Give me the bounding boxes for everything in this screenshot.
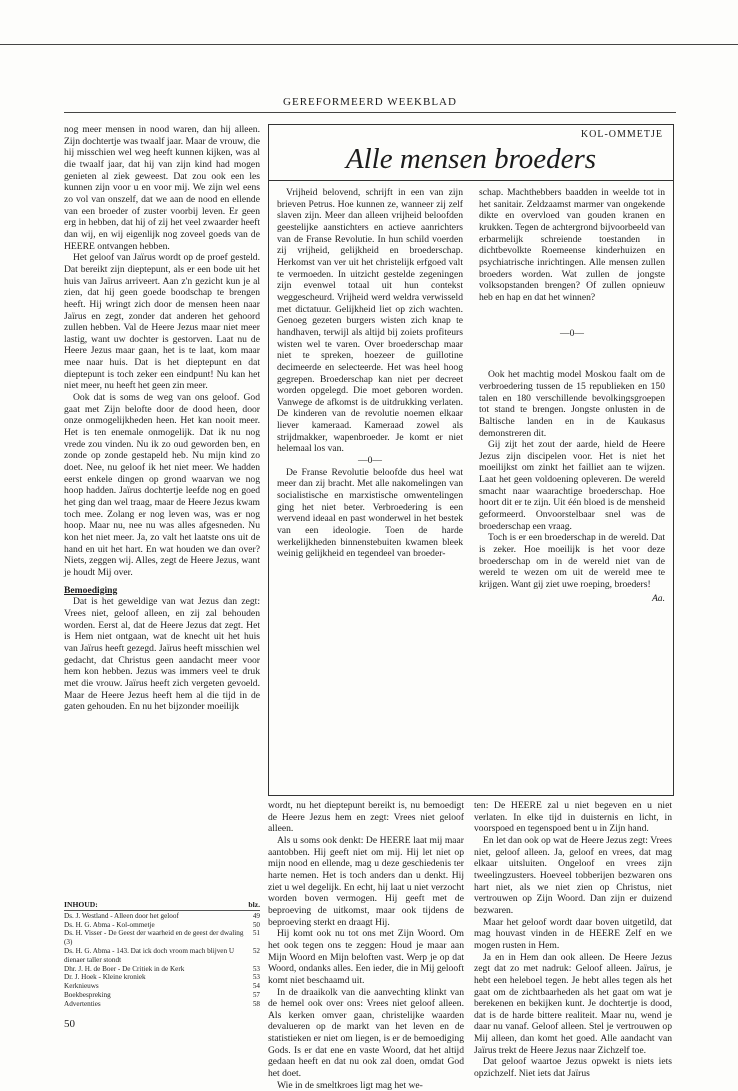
toc-entry-page: 49	[252, 911, 260, 920]
paragraph: Dat is het geweldige van wat Jezus dan zegt: Vrees niet, geloof alleen, en zij zal behouden worden. Eerst al, dat de Heere Jezus dat zegt. Het is Hem niet ontgaan, wat de knecht uit het huis van Jaïrus heeft gezegd. Jaïrus heeft misschien wel gedacht, dat Christus geen aandacht meer voor hem kon hebben. Jezus was immers veel te druk met die vrouw. Jaïrus heeft zich vergeten gevoeld. Maar de Heere Jezus heeft hem al die tijd in de gaten gehouden. En nu het bijzonder moeilijk	[64, 596, 260, 713]
box-label: KOL-OMMETJE	[580, 129, 663, 140]
toc-entry	[64, 982, 260, 991]
toc-entry	[64, 965, 260, 974]
toc-entry-text: Kerknieuws	[64, 982, 99, 991]
box-divider	[269, 180, 673, 181]
toc-entry	[64, 912, 260, 921]
paragraph: ten: De HEERE zal u niet begeven en u niet verlaten. In elke tijd in duisternis en licht, in voorspoed en tegenspoed bent u in Zijn hand.	[474, 800, 672, 835]
paragraph: Hij komt ook nu tot ons met Zijn Woord. Om het ook tegen ons te zeggen: Houd je maar aan Mijn Woord en Mijn beloften vast. Werp je op dat Woord, ondanks alles. Een ieder, die in Mij gelooft komt niet beschaamd uit.	[268, 928, 464, 986]
toc-entry	[64, 1000, 260, 1009]
paragraph: In de draaikolk van die aanvechting klinkt van de hemel ook over ons: Vrees niet geloof alleen. Als kerken omver gaan, christelijke waarden devalueren op de markt van het leven en de statistieken er niet om liegen, is er de bemoediging Gods. Is er dat ene en vaste Woord, dat het altijd gedaan heeft en dat nu ook zal doen, omdat God het doet.	[268, 986, 464, 1080]
paragraph: Ook dat is soms de weg van ons geloof. God gaat met Zijn belofte door de dood heen, door onze onmogelijkheden heen. Het kan nooit meer. Het is ten enemale onmogelijk. Dat ik nu nog vrede zou vinden. Nu ik zo oud geworden ben, en zonde op zonde gestapeld heb. Nu mijn kind zo doet. Nee, nu geloof ik het niet meer. We hadden eerst enkele dingen op grond waarvan we nog hoop hadden. Jaïrus dochtertje leefde nog en goed het ging dan wel traag, maar de Heere Jezus kwam toch mee. Zolang er nog leven was, was er nog hoop. Maar nu, nee nu was alles afgesneden. Nu kon het niet meer. Ja, zo valt het laatste ons uit de hand en uit het hart. En wat houden we dan over? Niets, zeggen wij. Alles, zegt de Heere Jezus, want je houdt Mij over.	[64, 392, 260, 578]
paragraph: En let dan ook op wat de Heere Jezus zegt: Vrees niet, geloof alleen. Ja, geloof en vrees, dat mag elkaar uitsluiten. Ongeloof en vrees zijn tweelingzusters. Hoeveel tobberijen bezwaren ons hart niet, als we niet zien op Christus, niet vertrouwen op Zijn Woord. Dan zijn er duizend bezwaren.	[474, 834, 672, 916]
separator: —0—	[358, 455, 382, 467]
publication-header: GEREFORMEERD WEEKBLAD	[283, 96, 457, 108]
article-column-2	[268, 800, 464, 1091]
paragraph: Vrijheid belovend, schrijft in een van zijn brieven Petrus. Hoe kunnen ze, wanneer zij zelf slaven zijn. Meer dan alleen vrijheid beloofden geestelijke aanstichters en actieve aanrichters van de Franse Revolutie. In hun schild voerden zij vrijheid, gelijkheid en broederschap. Herkomst van ver uit het christelijk erfgoed valt te vermoeden. In uitzicht gestelde zegeningen zijn evenwel totaal uit hun contekst weggescheurd. Vrijheid werd weldra verwisseld met dictatuur. Gelijkheid liet op zich wachten. Genoeg gezeten burgers wisten zich knap te handhaven, terwijl als altijd bij zoiets profiteurs wisten wel te varen. Over broederschap maar niet te spreken, hoezeer de guillotine decimeerde en selecteerde. Het was heel hoog gegrepen. Broederschap kan niet per decreet worden opgelegd. Die moet geboren worden. Vanwege de afkomst is de uitdrukking verlaten. De kinderen van de revolutie noemen elkaar liever kameraad. Kameraad zowel als strijdmakker, wapenbroeder. Je komt er niet helemaal los van.	[277, 187, 463, 455]
toc-entry	[64, 929, 260, 947]
paragraph: wordt, nu het dieptepunt bereikt is, nu bemoedigt de Heere Jezus hem en zegt: Vrees niet geloof alleen.	[268, 800, 464, 835]
toc-entry	[64, 973, 260, 982]
paragraph: Maar het geloof wordt daar boven uitgetild, dat mag houvast vinden in de HEERE Zelf en we mogen rusten in Hem.	[474, 916, 672, 951]
toc-entry	[64, 921, 260, 930]
article-column-1	[64, 124, 260, 713]
header-rule	[64, 112, 676, 113]
toc-entry-page: 54	[252, 982, 260, 991]
paragraph: Als u soms ook denkt: De HEERE laat mij maar aantobben. Hij geeft niet om mij. Hij let niet op mijn nood en ellende, mag u deze geschiedenis ter harte nemen. Het is toch anders dan u denkt. Hij ziet u wel degelijk. En echt, hij laat u niet verzocht worden boven vermogen. Hij geeft met de beproeving de uitkomst, maar ook tijdens de beproeving sterkt en draagt Hij.	[268, 834, 464, 928]
paragraph: Dat geloof waartoe Jezus opwekt is niets iets opzichzelf. Niet iets dat Jaïrus	[474, 1056, 672, 1080]
toc-entry-text: Ds. H. G. Abma - 143. Dat ick doch vroom mach blijven U dienaer taller stondt	[64, 946, 235, 964]
toc-entry	[64, 947, 260, 965]
paragraph: Toch is er een broederschap in de wereld. Dat is zeker. Hoe moeilijk is het voor deze broederschap om in de wereld niet van de wereld te wezen om uit de wereld mee te krijgen. Want gij ziet uwe roeping, broeders!	[479, 532, 665, 591]
toc-entry-page: 52	[252, 946, 260, 955]
toc-entry-page: 57	[252, 990, 260, 999]
box-title: Alle mensen broeders	[345, 143, 597, 175]
box-column-right	[479, 187, 665, 604]
toc-entry-page: 51	[252, 929, 260, 938]
toc-entry-text: Ds. H. Visser - De Geest der waarheid en de geest der dwaling (3)	[64, 929, 244, 947]
toc-entry-text: Dhr. J. H. de Boer - De Critiek in de Kerk	[64, 964, 185, 973]
toc-entry-text: Advertenties	[64, 999, 101, 1008]
paragraph: nog meer mensen in nood waren, dan hij alleen. Zijn dochtertje was twaalf jaar. Maar de vrouw, die hij misschien wel weg heeft kunnen kijken, was al die twaalf jaar, dat hij van zijn kind had mogen genieten al ziek geweest. Dat zou ook een les kunnen zijn voor u en voor mij. We zijn wel eens zo vol van onszelf, dat we aan de nood en ellende van een broeder of zuster voorbij leven. Er geen erg in hebben, dat hij of zij het veel zwaarder heeft dan wij, en wij eigenlijk nog zoveel goeds van de HEERE ontvangen hebben.	[64, 124, 260, 252]
page-number: 50	[64, 1018, 75, 1030]
table-of-contents	[64, 901, 260, 1009]
toc-entry-page: 50	[252, 920, 260, 929]
paragraph: Ja en in Hem dan ook alleen. De Heere Jezus zegt dat zo met nadruk: Geloof alleen. Jaïrus, je hebt een heleboel tegen. Je hebt alles tegen als het gaat om de zichtbaarheden als het gaat om wat je berekenen en bekijken kunt. Je dochtertje is dood, dat is de harde bittere realiteit. Maar nu, wend je daar nu vanaf. Geloof alleen. Stel je vertrouwen op Mij alleen, dan komt het goed. Alle aandacht van Jaïrus trekt de Heere Jezus naar Zichzelf toe.	[474, 951, 672, 1056]
toc-header	[64, 901, 260, 911]
separator: —0—	[560, 327, 584, 339]
toc-page-label: blz.	[248, 900, 260, 909]
toc-entry-text: Boekbespreking	[64, 990, 111, 999]
section-heading: Bemoediging	[64, 584, 118, 596]
box-column-left	[277, 187, 463, 560]
paragraph: Het geloof van Jaïrus wordt op de proef gesteld. Dat bereikt zijn dieptepunt, als er een bode uit het huis van Jaïrus arriveert. Aan z'n gezicht kun je al zien, dat hij geen goede boodschap te brengen heeft. Hij wringt zich door de mensen heen naar Jaïrus en zegt, zonder dat anderen het gehoord zullen hebben. Val de Heere Jezus maar niet meer lastig, want uw dochter is gestorven. Laat nu de Heere Jezus maar gaan, het is te laat, kom maar mee naar huis. Dat is het dieptepunt en dat dieptepunt is toch zeker een eindpunt! Nu kan het niet meer, nu heeft het geen zin meer.	[64, 252, 260, 392]
toc-entry	[64, 991, 260, 1000]
paragraph: Ook het machtig model Moskou faalt om de verbroedering tussen de 15 republieken en 150 talen en 180 verschillende bevolkingsgroepen tot stand te brengen. Jongste onlusten in de Baltische landen en in de Kaukasus demonstreren dit.	[479, 369, 665, 439]
paragraph: Gij zijt het zout der aarde, hield de Heere Jezus zijn discipelen voor. Het is niet het moeilijkst om zinkt het failliet aan te wijzen. Laat het geen voldoening opleveren. De wereld smacht naar waarachtige broederschap. Hoe hoort dit er te zijn. Uit één bloed is de mensheid geformeerd. Onvoorstelbaar snel was de broederschap een vraag.	[479, 439, 665, 532]
toc-entry-page: 53	[252, 964, 260, 973]
toc-entry-text: Ds. H. G. Abma - Kol-ommetje	[64, 920, 155, 929]
toc-entry-text: Ds. J. Westland - Alleen door het geloof	[64, 911, 179, 920]
toc-entry-page: 53	[252, 973, 260, 982]
signature: Aa.	[651, 592, 665, 604]
toc-entry-page: 58	[252, 999, 260, 1008]
toc-entry-text: Dr. J. Hoek - Kleine kroniek	[64, 973, 146, 982]
kol-ommetje-box	[268, 124, 674, 796]
top-rule	[0, 44, 738, 45]
paragraph: De Franse Revolutie beloofde dus heel wat meer dan zij bracht. Met alle nakomelingen van socialistische en marxistische omwentelingen ging het niet beter. Verbroedering is een wervend ideaal en past wonderwel in het bestek van een ideologie. Toen de harde werkelijkheden binnenstebuiten kwamen bleek weinig gelijkheid en tegendeel van broeder-	[277, 466, 463, 560]
toc-title: INHOUD:	[64, 900, 98, 909]
paragraph: schap. Machthebbers baadden in weelde tot in het sanitair. Zeldzaamst marmer van ongekende dikte en overvloed van gouden kranen en krukken. Tegen de achtergrond bijvoorbeeld van erbarmelijk schreiende toestanden in dichtbevolkte Roemeense kinderhuizen en psychiatrische inrichtingen. Alle mensen zullen broeders worden. Wat zullen de jongste volksopstanden brengen? Of zullen opnieuw heb en hap en dat het winnen?	[479, 187, 665, 303]
paragraph: Wie in de smeltkroes ligt mag het we-	[277, 1079, 423, 1091]
article-column-3	[474, 800, 672, 1080]
